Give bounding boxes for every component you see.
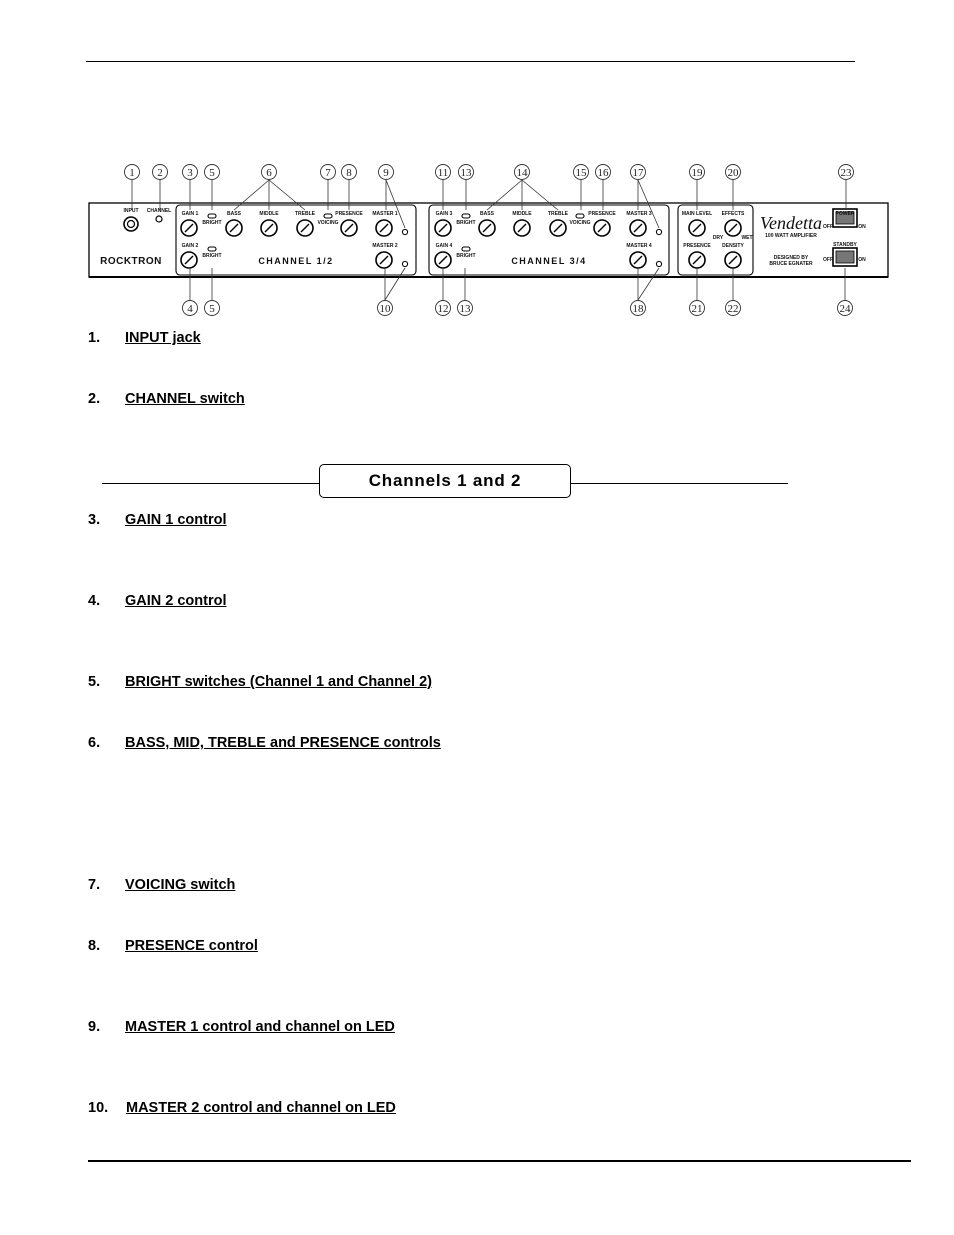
on-label: ON xyxy=(858,257,866,263)
list-item xyxy=(88,735,441,751)
wet-label: WET xyxy=(741,235,753,241)
power-label: POWER xyxy=(835,211,855,217)
item-title: GAIN 1 control xyxy=(125,512,227,528)
section-header xyxy=(102,464,788,498)
bright-label: BRIGHT xyxy=(456,220,476,226)
callout-number: 14 xyxy=(516,167,528,179)
footer-rule xyxy=(88,1160,911,1162)
voicing-switch xyxy=(576,214,584,218)
callout-number: 10 xyxy=(379,303,391,315)
item-number: 10. xyxy=(88,1100,109,1116)
master1-label: MASTER 1 xyxy=(372,211,398,217)
presence-label: PRESENCE xyxy=(683,243,711,249)
gain3-label: GAIN 3 xyxy=(435,211,453,217)
section-title: Channels 1 and 2 xyxy=(319,464,571,498)
item-number: 1. xyxy=(88,330,101,346)
item-number: 6. xyxy=(88,735,101,751)
master4-label: MASTER 4 xyxy=(626,243,652,249)
off-label: OFF xyxy=(823,224,833,230)
callout-number: 20 xyxy=(727,167,739,179)
section-rule-right xyxy=(571,483,788,484)
callout-number: 9 xyxy=(383,167,389,179)
callout-number: 3 xyxy=(187,167,193,179)
list-item xyxy=(88,938,258,954)
input-jack-inner xyxy=(128,221,135,228)
callout-number: 5 xyxy=(209,167,215,179)
item-number: 2. xyxy=(88,391,101,407)
designer-label: BRUCE EGNATER xyxy=(769,261,813,267)
channel-led xyxy=(656,261,661,266)
bright-label: BRIGHT xyxy=(202,253,222,259)
bass-label: BASS xyxy=(227,211,241,217)
front-panel-diagram xyxy=(88,160,890,320)
middle-label: MIDDLE xyxy=(512,211,532,217)
channel-12-label: CHANNEL 1/2 xyxy=(258,256,334,266)
item-title: INPUT jack xyxy=(125,330,201,346)
vendetta-logo: Vendetta xyxy=(760,213,822,233)
header-rule xyxy=(86,61,855,62)
callout-number: 8 xyxy=(346,167,352,179)
gain2-label: GAIN 2 xyxy=(181,243,199,249)
presence-label: PRESENCE xyxy=(588,211,616,217)
callout-number: 21 xyxy=(691,303,703,315)
list-item xyxy=(88,391,245,407)
list-item xyxy=(88,330,201,346)
effects-label: EFFECTS xyxy=(721,211,745,217)
callout-number: 18 xyxy=(632,303,644,315)
callout-number: 13 xyxy=(459,303,471,315)
channel-label: CHANNEL xyxy=(146,208,172,214)
item-number: 8. xyxy=(88,938,101,954)
dry-label: DRY xyxy=(712,235,724,241)
voicing-label: VOICING xyxy=(317,220,339,226)
channel-switch xyxy=(156,216,162,222)
input-label: INPUT xyxy=(123,208,139,214)
bright-label: BRIGHT xyxy=(202,220,222,226)
on-label: ON xyxy=(858,224,866,230)
callout-number: 2 xyxy=(157,167,163,179)
list-item xyxy=(88,593,227,609)
list-item xyxy=(88,1100,396,1116)
item-number: 3. xyxy=(88,512,101,528)
channel-led xyxy=(402,229,407,234)
standby-label: STANDBY xyxy=(833,242,857,248)
section-rule-left xyxy=(102,483,319,484)
item-title: PRESENCE control xyxy=(125,938,258,954)
master2-label: MASTER 2 xyxy=(372,243,398,249)
treble-label: TREBLE xyxy=(548,211,568,217)
voicing-label: VOICING xyxy=(569,220,591,226)
channel-34-label: CHANNEL 3/4 xyxy=(511,256,587,266)
item-number: 7. xyxy=(88,877,101,893)
master3-label: MASTER 3 xyxy=(626,211,652,217)
item-title: CHANNEL switch xyxy=(125,391,245,407)
item-title: GAIN 2 control xyxy=(125,593,227,609)
callout-number: 13 xyxy=(460,167,472,179)
item-title: VOICING switch xyxy=(125,877,236,893)
callout-number: 16 xyxy=(597,167,609,179)
callout-number: 19 xyxy=(691,167,703,179)
callout-number: 17 xyxy=(632,167,644,179)
gain4-label: GAIN 4 xyxy=(435,243,453,249)
bright-switch xyxy=(208,214,216,218)
designed-by-label: DESIGNED BY xyxy=(773,255,809,261)
item-number: 5. xyxy=(88,674,101,690)
list-item xyxy=(88,674,432,690)
standby-switch-rocker xyxy=(836,251,854,263)
list-item xyxy=(88,877,235,893)
callout-number: 22 xyxy=(727,303,739,315)
density-label: DENSITY xyxy=(722,243,744,249)
callout-number: 12 xyxy=(437,303,449,315)
gain1-label: GAIN 1 xyxy=(181,211,199,217)
item-title: MASTER 2 control and channel on LED xyxy=(126,1100,396,1116)
callout-number: 23 xyxy=(840,167,852,179)
callout-number: 1 xyxy=(129,167,135,179)
bright-label: BRIGHT xyxy=(456,253,476,259)
callout-number: 15 xyxy=(575,167,587,179)
bright-switch xyxy=(462,247,470,251)
callout-number: 5 xyxy=(209,303,215,315)
list-item xyxy=(88,512,227,528)
voicing-switch xyxy=(324,214,332,218)
channel-led xyxy=(656,229,661,234)
off-label: OFF xyxy=(823,257,833,263)
logo-subtitle: 100 WATT AMPLIFIER xyxy=(765,233,817,239)
list-item xyxy=(88,1019,395,1035)
item-title: MASTER 1 control and channel on LED xyxy=(125,1019,395,1035)
brand-logo: ROCKTRON xyxy=(100,256,162,267)
callout-number: 24 xyxy=(839,303,851,315)
callout-number: 4 xyxy=(187,303,193,315)
callout-number: 11 xyxy=(437,167,449,179)
treble-label: TREBLE xyxy=(295,211,315,217)
bass-label: BASS xyxy=(480,211,494,217)
bright-switch xyxy=(208,247,216,251)
middle-label: MIDDLE xyxy=(259,211,279,217)
item-title: BRIGHT switches (Channel 1 and Channel 2) xyxy=(125,674,432,690)
main-level-label: MAIN LEVEL xyxy=(681,211,713,217)
presence-label: PRESENCE xyxy=(335,211,363,217)
callout-number: 6 xyxy=(266,167,272,179)
channel-led xyxy=(402,261,407,266)
item-title: BASS, MID, TREBLE and PRESENCE controls xyxy=(125,735,441,751)
callout-number: 7 xyxy=(325,167,331,179)
bright-switch xyxy=(462,214,470,218)
item-number: 4. xyxy=(88,593,101,609)
item-number: 9. xyxy=(88,1019,101,1035)
